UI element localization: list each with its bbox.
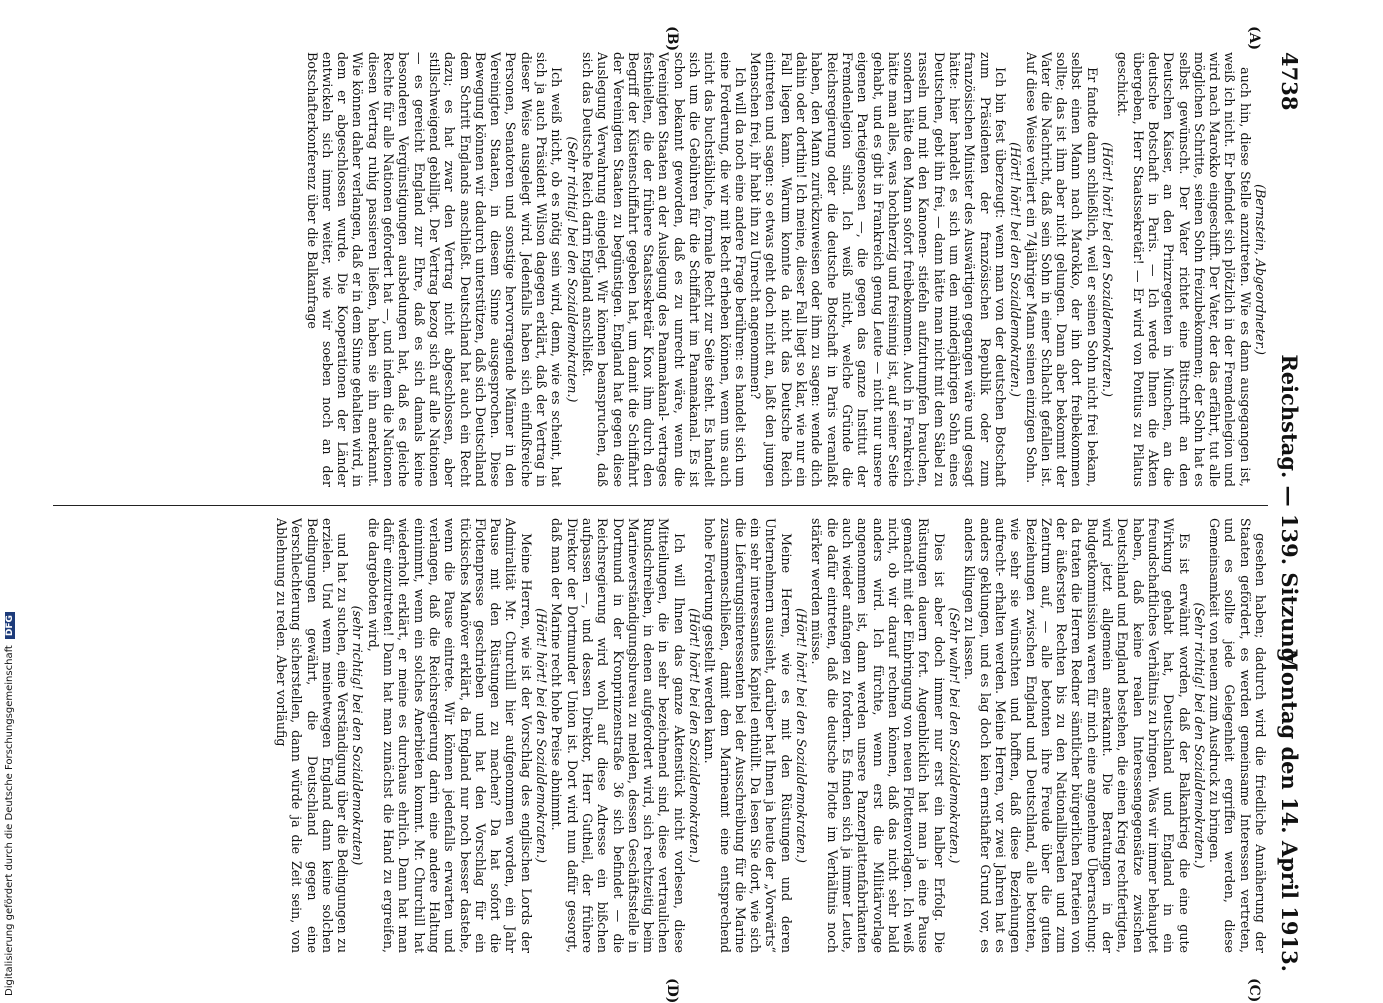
paragraph: Meine Herren, wie ist der Vorschlag des englischen Lords der Admiralität Mr. Churchill hier aufgenommen worden, ein Jahr Pause mit den Rüstungen zu machen? Da hat sofort die Flottenpresse geschrieben und hat den Vorschlag für ein tückisches Manöver erklärt, da England nur noch besser dastehe, wenn die Pause eintrete. Wir können jedenfalls erwarten und verlangen, daß die Reichsregierung darin eine andere Haltung einnimmt, wenn ein solches Anerbieten kommt. Mr. Churchill hat wiederholt erklärt, er meine es durchaus ehrlich. Dann hat man dafür einzutreten! Dann hat man zunächst die Hand zu ergreifen, die dargeboten wird, [365, 518, 534, 953]
interjection: (Hört! hört! bei den Sozialdemokraten.) [1008, 142, 1024, 397]
section-marker-c: (C) [1246, 978, 1262, 1003]
paragraph: auch hin, diese Stelle anzutreten. Wie es dann ausgegangen ist, weiß ich nicht. Er befindet sich plötzlich in der Fremdenlegion und wird nach Marokko eingeschifft. Der Vater, der das erfährt, tut alle möglichen Schritte, seinen Sohn freizubekommen; der Sohn hat es selbst gewünscht. Der Vater richtet eine Bittschrift an den Deutschen Kaiser, an den Prinzregenten in München, an die deutsche Botschaft in Paris. — Ich werde Ihnen die Akten übergeben, Herr Staatssekretär! — Er wird von Pontius zu Pilatus geschickt. [1115, 52, 1253, 487]
paragraph: Ich bin fest überzeugt: wenn man von der deutschen Botschaft zum Präsidenten der französischen Republik oder zum französischen Minister des Auswärtigen gegangen wäre und gesagt hätte: hier handelt es sich um den minderjährigen Sohn eines Deutschen, gebt ihn frei, — dann hätte man nicht mit dem Säbel zu rasseln und mit den Kanonen- stiefeln aufzutrumpfen brauchen, sondern hätte den Mann sofort freibekommen. Auch in Frankreich hätte man alles, was hochherzig und freisinnig ist, auf seiner Seite gehabt, und es gibt in Frankreich genug Leute — nicht nur unsere eigenen Parteigenossen —, die gegen das ganze Institut der Fremdenlegion sind. Ich weiß nicht, welche Gründe die Reichsregierung oder die deutsche Botschaft in Paris veranlaßt haben, den Mann zurückzuweisen oder ihm zu sagen: wende dich dahin oder dorthin! Ich meine, dieser Fall liegt so klar, wie nur ein Fall liegen kann. Warum konnte da nicht das Deutsche Reich eintreten und sagen: so etwas geht doch nicht an, laßt den jungen Menschen frei, ihr habt ihn zu Unrecht angenommen? [748, 52, 1008, 487]
interjection: (Sehr wahr! bei den Sozialdemokraten.) [947, 607, 963, 864]
paragraph: Ich will da noch eine andere Frage berühren: es handelt sich um eine Forderung, die wir mit Recht erheben können, wenn uns auch nicht das buchstäbliche, formale Recht zur Seite steht. Es handelt sich um die Gebühren für die Schiffahrt im Panamakanal. Es ist schon bekannt geworden, daß es zu unrecht wäre, wenn die Vereinigten Staaten an der Auslegung des Panamakanal- vertrages festhielten, die der frühere Staatssekretär Knox ihm durch den Begriff der Küstenschiffahrt gegeben hat, um damit die Schiffahrt der Vereinigten Staaten zu begünstigen. England hat gegen diese Auslegung Verwahrung eingelegt. Wir können beanspruchen, daß sich das Deutsche Reich darin England anschließt. [579, 52, 748, 487]
paragraph: Meine Herren, wie es mit den Rüstungen und deren Unternehmern aussieht, darüber hat Ihnen ja heute der „Vorwärts“ ein sehr interessantes Kapitel enthüllt. Da lesen Sie dort, wie sich die Lieferungsinteressenten bei der Ausschreibung für die Marine zusammenschließen, damit dem Marineamt eine entsprechend hohe Forderung gestellt werden kann. [702, 518, 794, 953]
page-date: Montag den 14. April 1913. [1277, 648, 1302, 972]
interjection: (Hört! hört! bei den Sozialdemokraten.) [1100, 142, 1116, 397]
right-column [53, 518, 1268, 953]
interjection: (Hört! hört! bei den Sozialdemokraten.) [794, 608, 810, 863]
interjection: (sehr richtig! bei den Sozialdemokraten) [350, 605, 366, 866]
left-column [53, 52, 1268, 487]
column-divider [53, 505, 1268, 506]
paragraph: Dies ist aber doch immer nur erst ein halber Erfolg. Die Rüstungen dauern fort. Augenblicklich hat man ja eine Pause gemacht mit der Einbringung von neuen Flottenvorlagen. Ich weiß nicht, ob wir darauf rechnen können, daß das nicht sehr bald anders wird. Ich fürchte, wenn erst die Militärvorlage angenommen ist, dann werden unsere Panzerplattenfabrikanten auch wieder anfangen zu fordern. Es finden sich ja immer Leute, die dafür eintreten, daß die deutsche Flotte im Verhältnis noch stärker werden müsse. [809, 518, 947, 953]
paragraph: Er fandte dann schließlich, weil er seinen Sohn nicht frei bekam, selbst einen Mann nach Marokko, der ihn dort freibekommen sollte; das ist ihm aber nicht gelungen. Dann aber bekommt der Vater die Nachricht, daß sein Sohn in einer Schlacht gefallen ist. Auf diese Weise verliert ein 74jähriger Mann seinen einzigen Sohn. [1023, 52, 1100, 487]
interjection: (Sehr richtig! bei den Sozialdemokraten.) [564, 136, 580, 403]
section-marker-d: (D) [664, 978, 680, 1003]
paragraph: Ich weiß nicht, ob es nötig sein wird, denn, wie es scheint, hat sich ja auch Präsident Wilson dagegen erklärt, daß der Vertrag in dieser Weise ausgelegt wird. Jedenfalls haben sich einflußreiche Personen, Senatoren und sonstige hervorragende Männer in den Vereinigten Staaten, in diesem Sinne ausgesprochen. Diese Bewegung können wir dadurch unterstützen, daß sich Deutschland dem Schritt Englands anschließt. Deutschland hat auch ein Recht dazu; es hat zwar den Vertrag nicht abgeschlossen, aber stillschweigend gebilligt. Der Vertrag bezog sich auf alle Nationen — es gereicht England zur Ehre, daß es sich damals keine besonderen Vergünstigungen ausbedungen hat, daß es gleiche Rechte für alle Nationen gefordert hat —, und indem die Nationen diesen Vertrag ruhig passieren ließen, haben sie ihn anerkannt. Wie können daher verlangen, daß er in dem Sinne gehalten wird, in dem er abgeschlossen wurde. Die Kooperationen der Länder entwickeln sich immer weiter, wie wir soeben noch an der Botschafterkonferenz über die Balkanfrage [304, 52, 565, 487]
section-marker-a: (A) [1246, 26, 1262, 51]
paragraph: Ich will Ihnen das ganze Aktenstück nicht vorlesen, diese Mitteilungen, die in sehr bezeichnend sind, diese vertraulichen Rundschreiben, in denen aufgefordert wird, sich rechtzeitig beim Marineverständigungsbureau zu melden, dessen Geschäftsstelle in Dortmund in der Kronprinzenstraße 36 sich befindet — die Reichsregierung wird wohl auf diese Adresse ein bißchen aufpassen —, und dessen Direktor, Herr Gutheil, der frühere Direktor der Dortmunder Union ist. Dort wird nun dafür gesorgt, daß man der Marine recht hohe Preise abnimmt. [549, 518, 687, 953]
interjection: (Hört! hört! bei den Sozialdemokraten.) [534, 608, 550, 863]
section-marker-b: (B) [664, 26, 680, 52]
digitization-credit [4, 612, 15, 996]
paragraph: gesehen haben; dadurch wird die friedliche Annäherung der Staaten gefördert, es werden gemeinsame Interessen vertreten, und es sollte jede Gelegenheit ergriffen werden, diese Gemeinsamkeit von neuem zum Ausdruck zu bringen. [1207, 518, 1268, 953]
page-header [1272, 52, 1302, 972]
page-title: Reichstag. — 139. Sitzung. [1277, 354, 1302, 670]
newspaper-page [40, 0, 1320, 1003]
paragraph: Es ist erwähnt worden, daß der Balkankrieg die eine gute Wirkung gehabt hat, Deutschland und England in ein freundschaftliches Verhältnis zu bringen. Was wir immer behauptet haben, daß keine realen Interessengegensätze zwischen Deutschland und England bestehen, die einen Krieg rechtfertigten, wird jetzt allgemein anerkannt. Die Beratungen in der Budgetkommission waren für mich eine angenehme Überraschung: da traten die Herren Redner sämtlicher bürgerlichen Parteien von der äußersten Rechten bis zu den Nationalliberalen und zum Zentrum auf, — alle betonten ihre Freude über die guten Beziehungen zwischen England und Deutschland, alle betonten, wie sehr sie wünschten und hofften, daß diese Beziehungen aufrecht- erhalten werden. Meine Herren, vor zwei Jahren hat es anders geklungen, und es lag doch kein ernsthafter Grund vor, es anders klingen zu lassen. [962, 518, 1192, 953]
interjection: (Bernstein, Abgeordneter.) [1253, 184, 1268, 355]
interjection: (Hört! hört! bei den Sozialdemokraten.) [687, 608, 703, 863]
paragraph: und hat zu suchen, eine Verständigung über die Bedingungen zu erzielen. Und wenn meinetwegen England dann keine solchen Bedingungen gewährt, die Deutschland gegen eine Verschlechterung sicherstellen, dann würde ja die Zeit sein, von Ablehnung zu reden. Aber vorläufig [274, 518, 351, 953]
dfg-logo: DFG [5, 612, 15, 639]
page-number: 4738 [1277, 52, 1302, 111]
credit-text: Digitalisierung gefördert durch die Deutsche Forschungsgemeinschaft [4, 645, 15, 996]
interjection: (Sehr richtig! bei den Sozialdemokraten.) [1191, 602, 1207, 869]
